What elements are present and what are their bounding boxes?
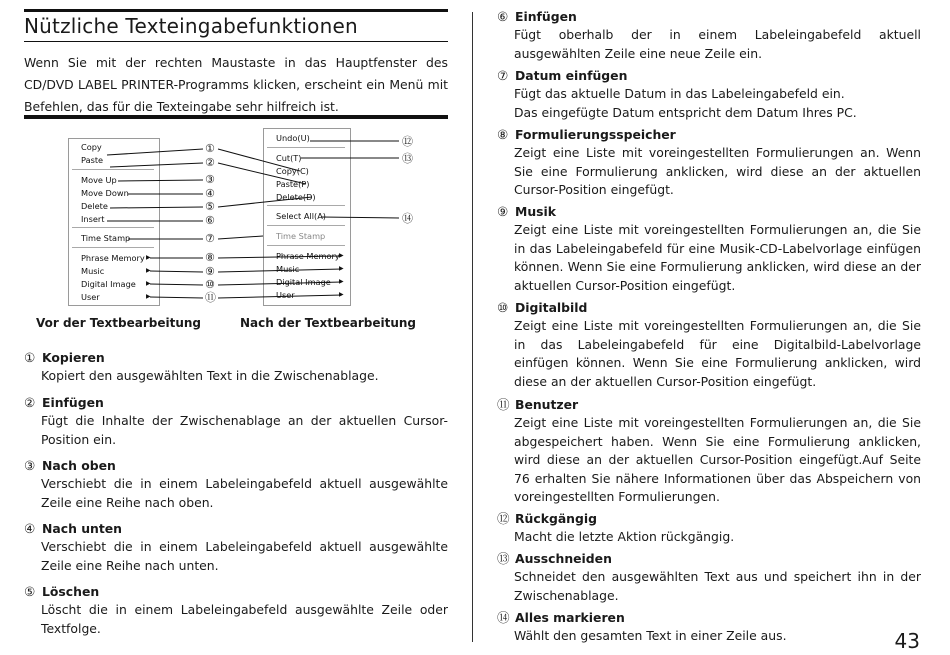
item-number: ⑪ [497, 397, 510, 412]
callout-10: ⑩ [205, 278, 215, 291]
item-number: ③ [24, 458, 36, 473]
caption-after-editing: Nach der Textbearbeitung [240, 316, 417, 330]
item-number: ⑦ [497, 68, 509, 83]
menu-item-move-up: Move Up [81, 175, 117, 185]
item-title: Digitalbild [515, 300, 588, 315]
item-title: Formulierungsspeicher [515, 127, 676, 142]
item-description: Fügt oberhalb der in einem Labeleingabefeld aktuell ausgewählten Zeile eine neue Zeile ein. [514, 27, 921, 61]
item-description: Verschiebt die in einem Labeleingabefeld aktuell ausgewählte Zeile eine Reihe nach oben. [41, 476, 448, 510]
list-item [497, 396, 921, 507]
item-description: Schneidet den ausgewählten Text aus und speichert ihn in der Zwischenablage. [514, 569, 921, 603]
menu-item-delete: Delete [81, 201, 108, 211]
list-item [24, 583, 448, 638]
item-number: ⑬ [497, 551, 510, 566]
item-number: ④ [24, 521, 36, 536]
item-title: Nach unten [42, 521, 123, 536]
menu-item-copy: Copy(C) [276, 166, 309, 176]
callout-6: ⑥ [205, 214, 215, 227]
menu-item-time-stamp: Time Stamp [276, 231, 326, 241]
submenu-arrow-icon: ▶ [146, 280, 151, 287]
item-description: Fügt das aktuelle Datum in das Labeleingabefeld ein. [514, 86, 845, 101]
item-description: Wählt den gesamten Text in einer Zeile aus. [514, 628, 787, 643]
list-item [497, 299, 921, 391]
item-description: Zeigt eine Liste mit voreingestellten Formulierungen an, die Sie in das Labeleingabefeld für eine Digitalbild-Labelvorlage einfügen können. Wenn Sie eine Formulierung anklicken, wird diese an der aktuellen Cursor-Position eingefügt. [514, 318, 921, 389]
item-title: Löschen [42, 584, 100, 599]
menu-item-delete: Delete(D) [276, 192, 316, 202]
submenu-arrow-icon: ▶ [339, 291, 344, 298]
item-number: ⑤ [24, 584, 36, 599]
menu-item-user: User [81, 292, 100, 302]
item-title: Datum einfügen [515, 68, 628, 83]
item-number: ⑥ [497, 9, 509, 24]
callout-9: ⑨ [205, 265, 215, 278]
menu-item-phrase-memory: Phrase Memory [81, 253, 145, 263]
item-title: Einfügen [515, 9, 577, 24]
menu-item-insert: Insert [81, 214, 105, 224]
item-number: ⑫ [497, 511, 510, 526]
item-title: Nach oben [42, 458, 116, 473]
page-title: Nützliche Texteingabefunktionen [24, 14, 358, 38]
item-description: Löscht die in einem Labeleingabefeld ausgewählte Zeile oder Textfolge. [41, 602, 448, 636]
menu-item-digital-image: Digital Image [81, 279, 136, 289]
item-description: Zeigt eine Liste mit voreingestellten Formulierungen an, die Sie abgespeichert haben. Wenn Sie eine Formulierung anklicken, wird diese an der aktuellen Cursor-Position eingefügt.Auf Seite 76 erhalten Sie nähere Informationen über das Abspeichern von voreingestellten Formulierungen. [514, 415, 921, 505]
item-description: Macht die letzte Aktion rückgängig. [514, 529, 735, 544]
list-item [497, 8, 921, 63]
list-item [497, 609, 921, 646]
submenu-arrow-icon: ▶ [146, 254, 151, 261]
callout-5: ⑤ [205, 200, 215, 213]
item-number: ⑧ [497, 127, 509, 142]
list-item [497, 510, 921, 547]
list-item [497, 550, 921, 605]
item-number: ⑭ [497, 610, 510, 625]
item-description-note: Das eingefügte Datum entspricht dem Datum Ihres PC. [514, 104, 857, 120]
item-title: Alles markieren [515, 610, 625, 625]
item-description: Fügt die Inhalte der Zwischenablage an der aktuellen Cursor-Position ein. [41, 413, 448, 447]
menu-item-digital-image: Digital Image [276, 277, 331, 287]
menu-item-paste: Paste [81, 155, 104, 165]
menu-item-paste: Paste(P) [276, 179, 310, 189]
item-title: Kopieren [42, 350, 105, 365]
menu-item-user: User [276, 290, 295, 300]
menu-item-phrase-memory: Phrase Memory [276, 251, 340, 261]
item-title: Rückgängig [515, 511, 597, 526]
callout-8: ⑧ [205, 251, 215, 264]
list-item [24, 457, 448, 512]
menu-item-time-stamp: Time Stamp [81, 233, 131, 243]
callout-7: ⑦ [205, 232, 215, 245]
list-item [497, 203, 921, 295]
callout-4: ④ [205, 187, 215, 200]
menu-item-move-down: Move Down [81, 188, 129, 198]
page-number: 43 [894, 629, 920, 653]
callout-1: ① [205, 142, 215, 155]
item-title: Musik [515, 204, 557, 219]
item-number: ⑨ [497, 204, 509, 219]
submenu-arrow-icon: ▶ [339, 278, 344, 285]
submenu-arrow-icon: ▶ [339, 252, 344, 259]
list-item [497, 126, 921, 200]
submenu-arrow-icon: ▶ [339, 265, 344, 272]
item-description: Zeigt eine Liste mit voreingestellten Formulierungen an, die Sie in das Labeleingabefeld für eine Musik-CD-Labelvorlage einfügen können. Wenn Sie eine Formulierung anklicken, wird diese an der aktuellen Cursor-Position eingefügt. [514, 222, 921, 293]
item-description: Verschiebt die in einem Labeleingabefeld aktuell ausgewählte Zeile eine Reihe nach unten. [41, 539, 448, 573]
callout-11: ⑪ [205, 291, 216, 304]
submenu-arrow-icon: ▶ [146, 293, 151, 300]
intro-paragraph: Wenn Sie mit der rechten Maustaste in das Hauptfenster des CD/DVD LABEL PRINTER-Programms klicken, erscheint ein Menü mit Befehlen, das für die Texteingabe sehr hilfreich ist. [24, 55, 448, 114]
item-number: ① [24, 350, 36, 365]
item-description: Kopiert den ausgewählten Text in die Zwischenablage. [41, 368, 379, 383]
list-item [497, 67, 921, 122]
menu-item-music: Music [81, 266, 105, 276]
item-number: ⑩ [497, 300, 509, 315]
item-title: Ausschneiden [515, 551, 612, 566]
callout-14: ⑭ [402, 212, 413, 225]
column-divider [472, 12, 473, 642]
caption-before-editing: Vor der Textbearbeitung [36, 316, 201, 330]
menu-item-select-all: Select All(A) [276, 211, 327, 221]
submenu-arrow-icon: ▶ [146, 267, 151, 274]
callout-13: ⑬ [402, 152, 413, 165]
menu-item-music: Music [276, 264, 300, 274]
menu-item-undo: Undo(U) [276, 133, 310, 143]
callout-2: ② [205, 156, 215, 169]
item-description: Zeigt eine Liste mit voreingestellten Formulierungen an. Wenn Sie eine Formulierung anklicken, wird diese an der aktuellen Cursor-Position eingefügt. [514, 145, 921, 198]
item-number: ② [24, 395, 36, 410]
callout-3: ③ [205, 173, 215, 186]
callout-12: ⑫ [402, 135, 413, 148]
list-item [24, 520, 448, 575]
list-item [24, 394, 448, 449]
list-item [24, 349, 448, 386]
menu-item-cut: Cut(T) [276, 153, 302, 163]
item-title: Einfügen [42, 395, 104, 410]
menu-item-copy: Copy [81, 142, 102, 152]
item-title: Benutzer [515, 397, 579, 412]
